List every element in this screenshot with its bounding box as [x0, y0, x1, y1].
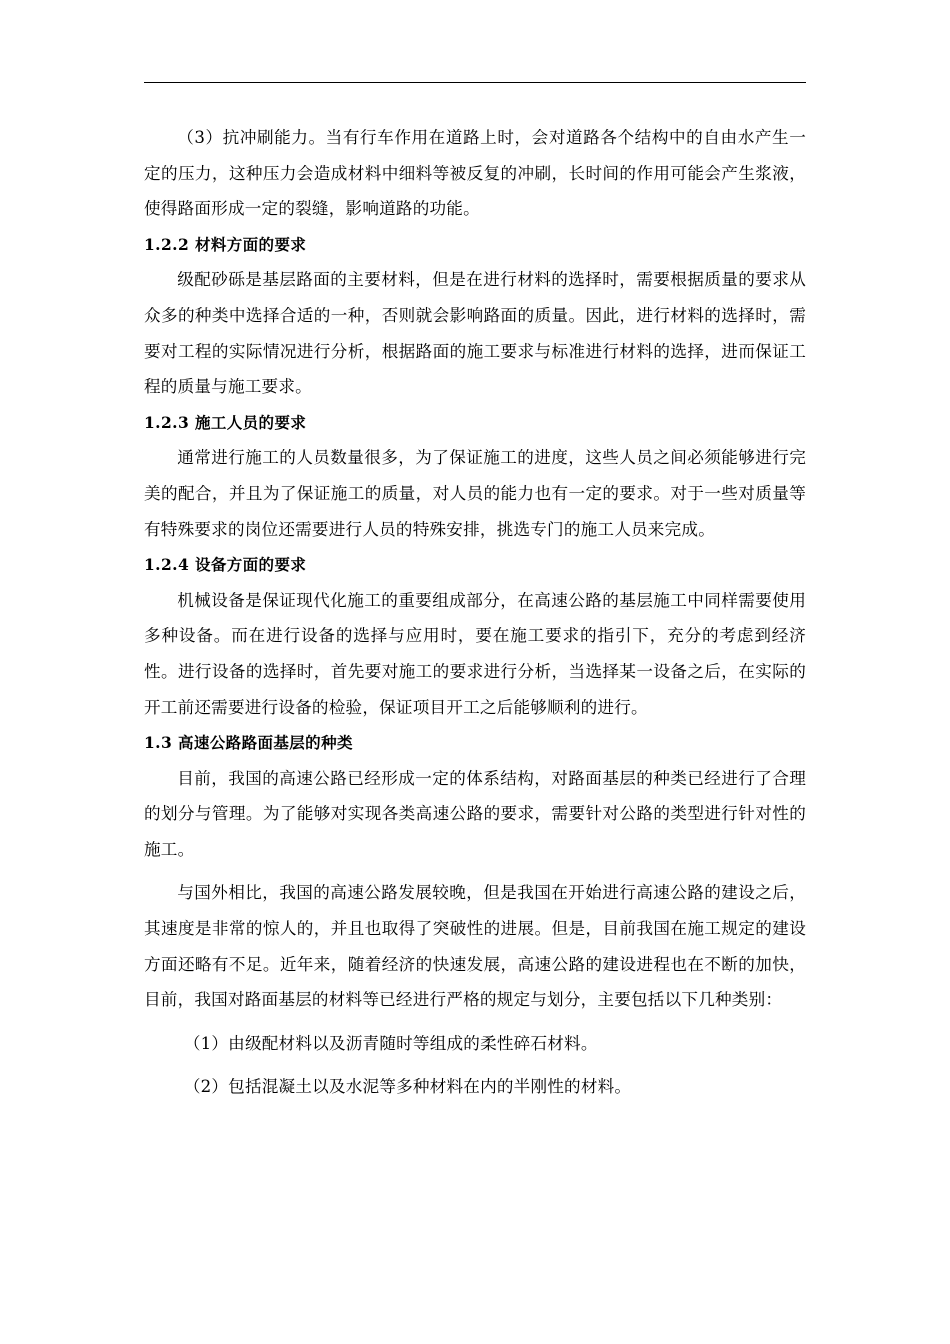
document-body: [144, 120, 806, 1105]
header-rule: [144, 82, 806, 83]
paragraph-spacer: [144, 867, 806, 875]
heading-1-2-4: 1.2.4 设备方面的要求: [144, 555, 307, 575]
paragraph-equipment: 机械设备是保证现代化施工的重要组成部分，在高速公路的基层施工中同样需要使用多种设备。而在进行设备的选择与应用时，要在施工要求的指引下，充分的考虑到经济性。进行设备的选择时，首先要对施工的要求进行分析，当选择某一设备之后，在实际的开工前还需要进行设备的检验，保证项目开工之后能够顺利的进行。: [144, 590, 806, 717]
paragraph-material: 级配砂砾是基层路面的主要材料，但是在进行材料的选择时，需要根据质量的要求从众多的种类中选择合适的一种，否则就会影响路面的质量。因此，进行材料的选择时，需要对工程的实际情况进行分析，根据路面的施工要求与标准进行材料的选择，进而保证工程的质量与施工要求。: [144, 270, 806, 397]
list-item-flexible: （1）由级配材料以及沥青随时等组成的柔性碎石材料。: [183, 1033, 598, 1053]
paragraph-types-intro: 目前，我国的高速公路已经形成一定的体系结构，对路面基层的种类已经进行了合理的划分与管理。为了能够对实现各类高速公路的要求，需要针对公路的类型进行针对性的施工。: [144, 768, 806, 859]
paragraph-personnel: 通常进行施工的人员数量很多，为了保证施工的进度，这些人员之间必须能够进行完美的配合，并且为了保证施工的质量，对人员的能力也有一定的要求。对于一些对质量等有特殊要求的岗位还需要进行人员的特殊安排，挑选专门的施工人员来完成。: [144, 448, 806, 539]
heading-1-3: 1.3 高速公路路面基层的种类: [144, 733, 353, 753]
list-item-semi-rigid: （2）包括混凝土以及水泥等多种材料在内的半刚性的材料。: [183, 1077, 632, 1097]
heading-1-2-3: 1.2.3 施工人员的要求: [144, 412, 307, 432]
paragraph-spacer: [144, 1018, 806, 1026]
paragraph-anti-scour: （3）抗冲刷能力。当有行车作用在道路上时，会对道路各个结构中的自由水产生一定的压力，这种压力会造成材料中细料等被反复的冲刷，长时间的作用可能会产生浆液，使得路面形成一定的裂缝，影响道路的功能。: [144, 128, 806, 219]
paragraph-spacer: [144, 1061, 806, 1069]
paragraph-comparison: 与国外相比，我国的高速公路发展较晚，但是我国在开始进行高速公路的建设之后，其速度是非常的惊人的，并且也取得了突破性的进展。但是，目前我国在施工规定的建设方面还略有不足。近年来，随着经济的快速发展，高速公路的建设进程也在不断的加快，目前，我国对路面基层的材料等已经进行严格的规定与划分，主要包括以下几种类别：: [144, 883, 806, 1010]
heading-1-2-2: 1.2.2 材料方面的要求: [144, 234, 307, 254]
